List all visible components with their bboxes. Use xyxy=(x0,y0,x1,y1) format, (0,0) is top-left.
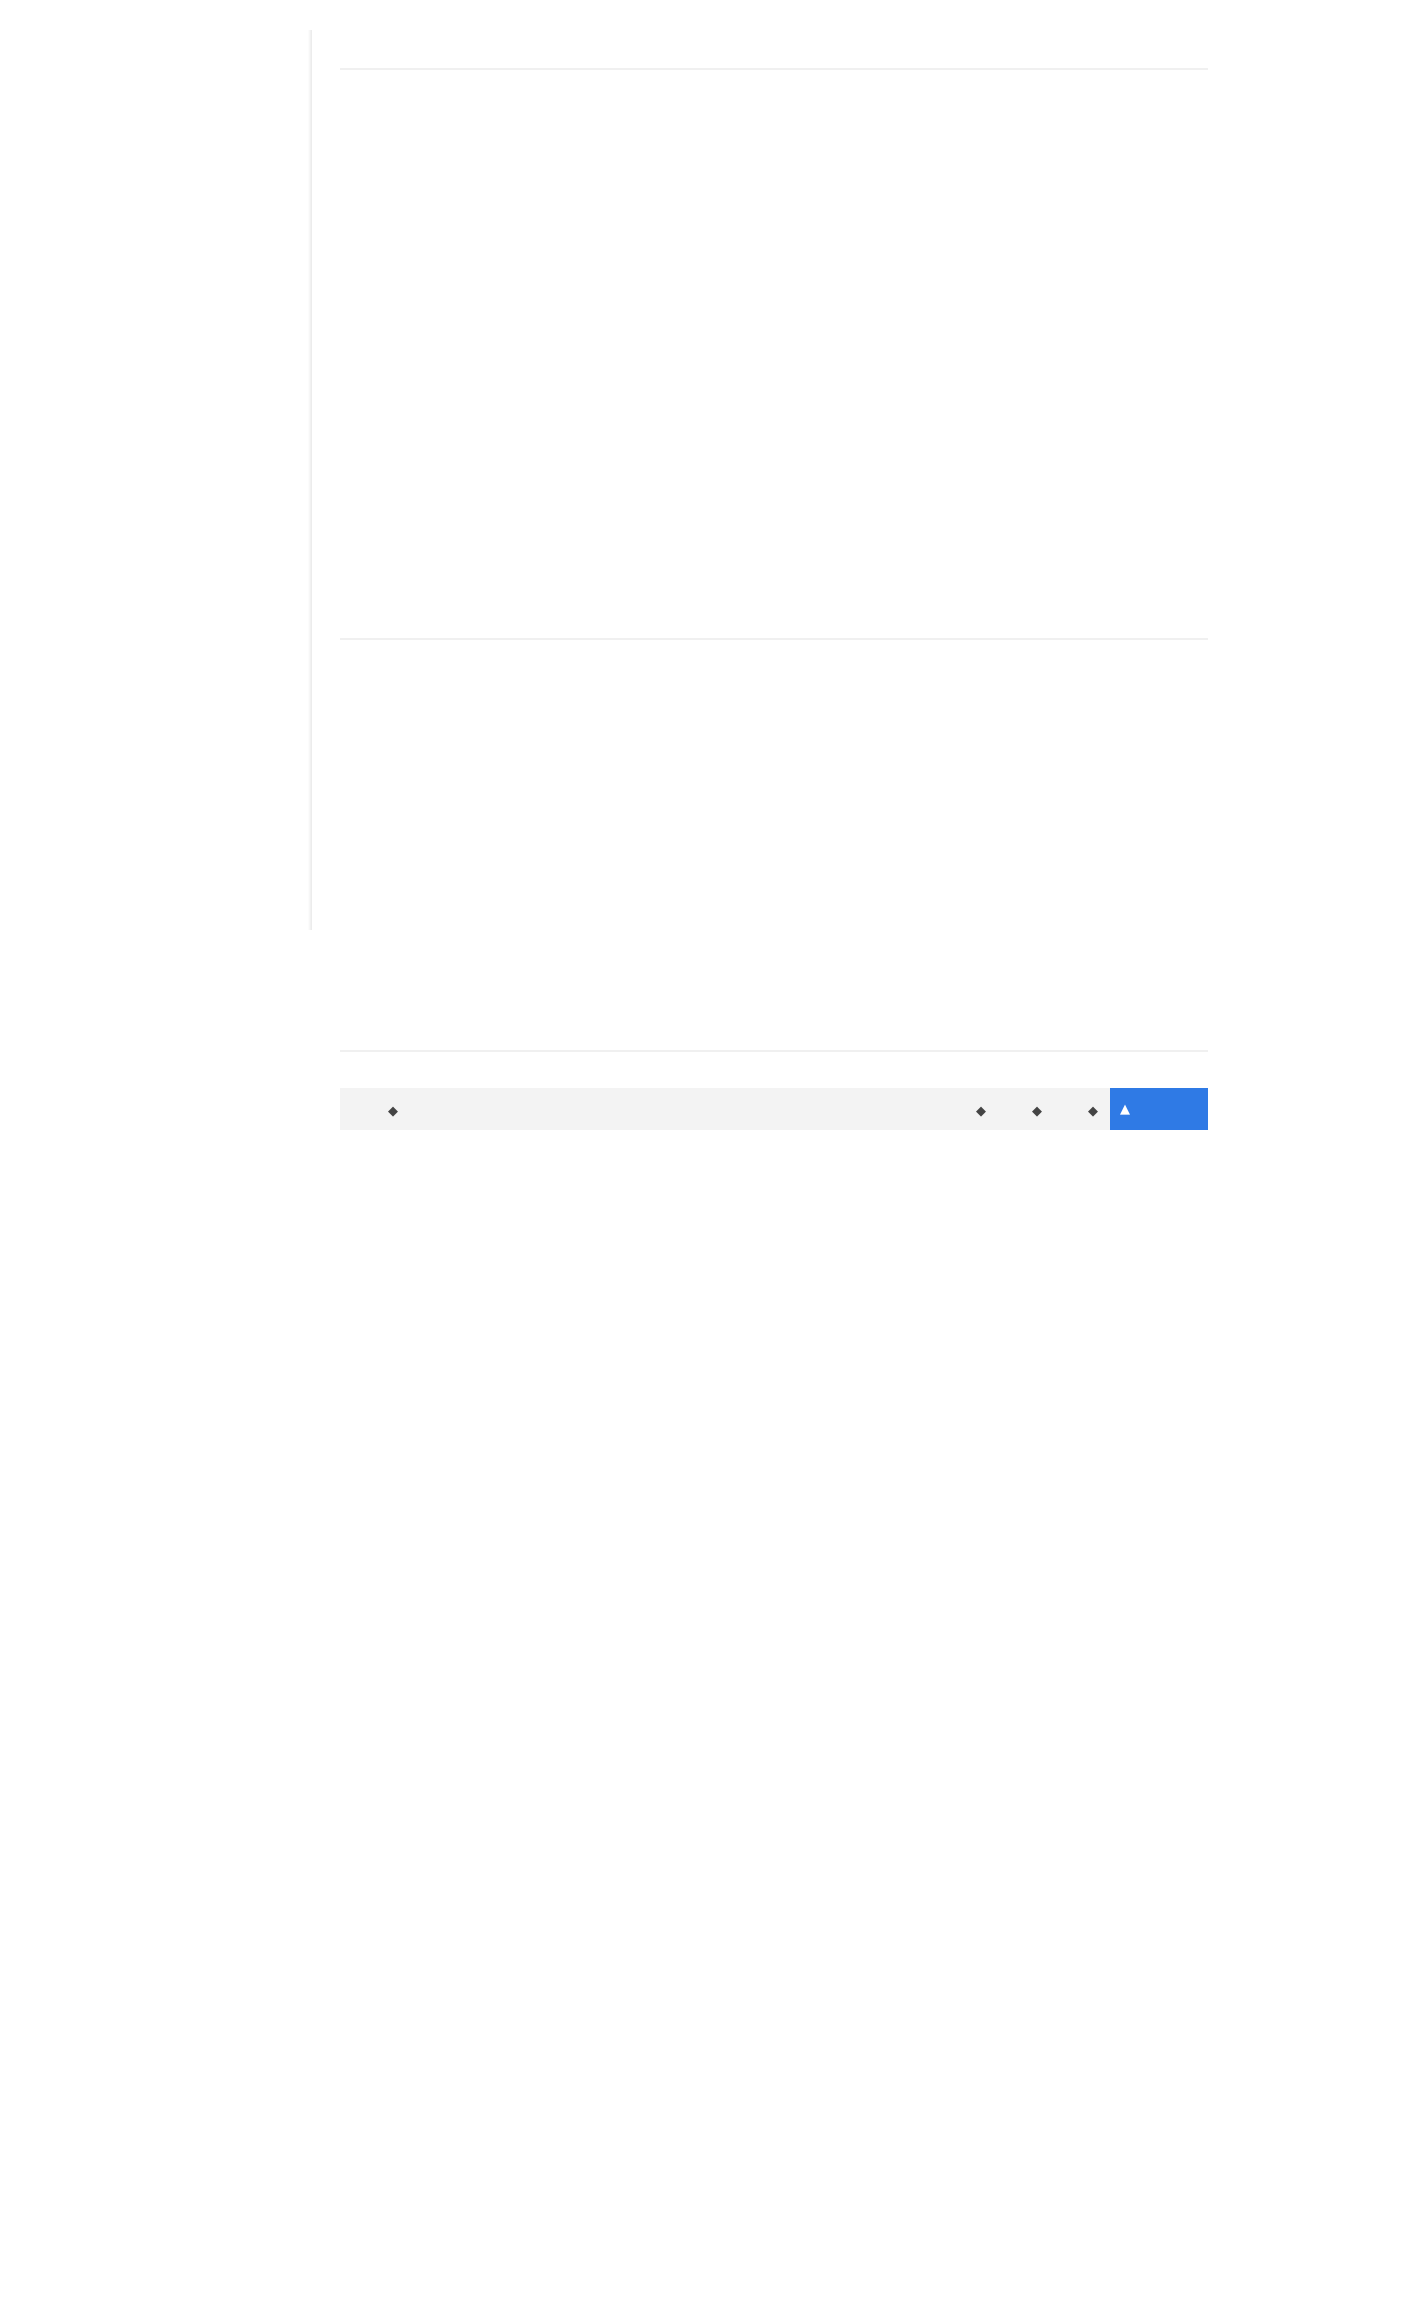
sort-asc-icon: ▲ xyxy=(1120,1101,1130,1117)
col-time[interactable] xyxy=(1110,1088,1208,1130)
col-rank[interactable] xyxy=(340,1088,380,1130)
sidebar-shadow xyxy=(308,30,312,930)
col-m[interactable] xyxy=(998,1088,1054,1130)
genres-header-row xyxy=(340,1088,1208,1130)
sort-icon: ◆ xyxy=(388,1104,398,1119)
col-c[interactable] xyxy=(942,1088,998,1130)
sidebar xyxy=(0,30,312,930)
sort-icon: ◆ xyxy=(1032,1104,1042,1119)
types-divider xyxy=(340,638,1208,640)
sort-icon: ◆ xyxy=(1088,1104,1098,1119)
col-name[interactable] xyxy=(380,1088,942,1130)
types-pie-chart xyxy=(340,660,1208,980)
years-divider xyxy=(340,68,1208,70)
genres-table xyxy=(340,1088,1208,1130)
years-line-chart xyxy=(340,120,1220,560)
sort-icon: ◆ xyxy=(976,1104,986,1119)
col-w[interactable] xyxy=(1054,1088,1110,1130)
genres-divider xyxy=(340,1050,1208,1052)
